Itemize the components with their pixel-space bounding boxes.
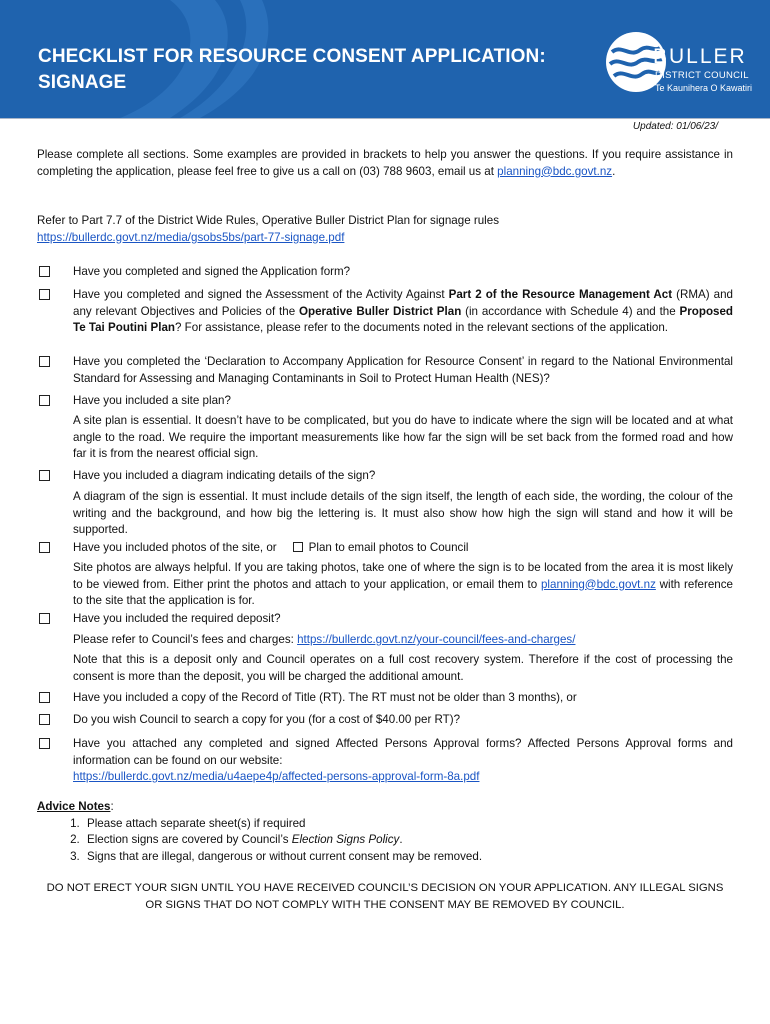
checkbox-nes-declaration[interactable] — [39, 356, 50, 367]
item-application-form: Have you completed and signed the Application form? — [73, 265, 351, 278]
logo-maori-name: Te Kaunihera O Kawatiri — [655, 83, 753, 93]
fees-charges-link[interactable]: https://bullerdc.govt.nz/your-council/fees-and-charges/ — [297, 633, 576, 646]
checkbox-assessment[interactable] — [39, 289, 50, 300]
item-assessment-district-plan: Operative Buller District Plan — [299, 304, 462, 318]
checkbox-email-photos[interactable] — [293, 542, 303, 552]
advice-notes — [37, 799, 717, 865]
item-site-photos-detail-text: Site photos are always helpful. If you are taking photos, take one of where the sign is to be located from the area it is most likely to be viewed from. Either print the photos and attach to your application, or email them to — [73, 561, 733, 591]
item-assessment-text-2: (RMA) and any relevant Objectives and Policies of the — [73, 288, 734, 318]
title-line-2: SIGNAGE — [38, 72, 127, 93]
advice-note-2-end: . — [399, 833, 403, 846]
title-line-1: CHECKLIST FOR RESOURCE CONSENT APPLICATION: — [38, 46, 546, 67]
logo-name: BULLER — [653, 45, 747, 68]
item-assessment-rma: Part 2 of the Resource Management Act — [448, 288, 673, 301]
checkbox-site-plan[interactable] — [39, 395, 50, 406]
item-affected-persons — [73, 736, 733, 786]
item-site-photos-text: Have you included photos of the site, or — [73, 541, 277, 554]
refer-text: Refer to Part 7.7 of the District Wide Rules, Operative Buller District Plan for signage rules — [37, 214, 500, 227]
item-assessment-text-3: (in accordance with Schedule 4) and the — [461, 304, 680, 318]
advice-note-2-text: Election signs are covered by Council’s — [87, 833, 292, 846]
item-site-plan: Have you included a site plan? — [73, 394, 231, 407]
election-signs-policy: Election Signs Policy — [291, 833, 400, 846]
item-assessment-text-1: Have you completed and signed the Assessment of the Activity Against — [73, 288, 449, 301]
refer-paragraph — [37, 213, 733, 246]
final-warning: DO NOT ERECT YOUR SIGN UNTIL YOU HAVE RECEIVED COUNCIL’S DECISION ON YOUR APPLICATION. ANY ILLEGAL SIGNS OR SIGNS THAT DO NOT COMPLY WITH THE CONSENT MAY BE REMOVED BY COUNCIL. — [46, 882, 724, 911]
item-assessment-text-4: ? For assistance, please refer to the documents noted in the relevant sections of the application. — [175, 321, 669, 334]
checkbox-site-photos[interactable] — [39, 542, 50, 553]
item-site-plan-detail: A site plan is essential. It doesn’t have to be complicated, but you do have to indicate where the sign will be located and at what angle to the road. We require the important measurements like how far the sign will be set back from the formed road and how far it is from the nearest official sign. — [73, 414, 733, 460]
advice-heading: Advice Notes — [37, 800, 111, 813]
item-sign-diagram-detail: A diagram of the sign is essential. It must include details of the sign itself, the length of each side, the wording, the colour of the writing and the background, and how big the lettering is. It must also show how high the sign will stand and how it will be supported. — [73, 490, 733, 536]
item-deposit-fees-text: Please refer to Council’s fees and charges: — [73, 633, 298, 646]
checkbox-application-form[interactable] — [39, 266, 50, 277]
item-site-photos-detail-end: with reference to the site that the application is for. — [73, 577, 733, 607]
header-rule — [0, 118, 770, 119]
item-assessment — [73, 287, 733, 337]
item-deposit: Have you included the required deposit? — [73, 612, 281, 625]
item-email-photos-text: Plan to email photos to Council — [308, 541, 469, 554]
updated-date: Updated: 01/06/23/ — [632, 121, 718, 132]
item-sign-diagram: Have you included a diagram indicating details of the sign? — [73, 469, 376, 482]
affected-persons-form-link[interactable]: https://bullerdc.govt.nz/media/u4aepe4p/affected-persons-approval-form-8a.pdf — [73, 770, 480, 783]
logo-subtitle: DISTRICT COUNCIL — [655, 70, 749, 81]
advice-colon: : — [110, 800, 114, 813]
item-site-photos-detail — [73, 560, 733, 610]
intro-email-link[interactable]: planning@bdc.govt.nz — [497, 164, 613, 178]
checkbox-affected-persons[interactable] — [39, 738, 50, 749]
item-council-search: Do you wish Council to search a copy for you (for a cost of $40.00 per RT)? — [73, 713, 461, 726]
item-affected-persons-text: Have you attached any completed and signed Affected Persons Approval forms? Affected Persons Approval forms and information can be found on our website: — [73, 737, 733, 767]
checkbox-council-search[interactable] — [39, 714, 50, 725]
item-record-of-title: Have you included a copy of the Record of Title (RT). The RT must not be older than 3 months), or — [73, 691, 577, 704]
intro-text: Please complete all sections. Some examples are provided in brackets to help you answer the questions. If you require assistance in completing the application, please feel free to give us a call on (03) 788 9603, email us at — [37, 148, 733, 178]
checkbox-sign-diagram[interactable] — [39, 470, 50, 481]
signage-rules-link[interactable]: https://bullerdc.govt.nz/media/gsobs5bs/part-77-signage.pdf — [37, 230, 345, 244]
item-deposit-note: Note that this is a deposit only and Council operates on a full cost recovery system. Therefore if the cost of processing the consent is more than the deposit, you will be charged the additional amount. — [73, 653, 733, 683]
photos-email-link[interactable]: planning@bdc.govt.nz — [540, 577, 656, 591]
advice-note-1: 1. Please attach separate sheet(s) if required — [83, 816, 717, 833]
item-assessment-ttpp: Proposed Te Tai Poutini Plan — [73, 304, 733, 334]
intro-end: . — [612, 164, 616, 178]
intro-paragraph — [37, 147, 733, 180]
item-nes-declaration: Have you completed the ‘Declaration to Accompany Application for Resource Consent’ in regard to the National Environmental Standard for Assessing and Managing Contaminants in Soil to Protect Human Health (NES)? — [73, 355, 733, 385]
item-deposit-fees — [73, 632, 733, 649]
header-banner — [0, 0, 770, 118]
advice-note-3: 3. Signs that are illegal, dangerous or without current consent may be removed. — [83, 849, 717, 866]
checkbox-deposit[interactable] — [39, 613, 50, 624]
advice-note-2 — [83, 832, 717, 849]
checkbox-record-of-title[interactable] — [39, 692, 50, 703]
page-title — [38, 44, 546, 96]
item-site-photos — [73, 540, 733, 557]
